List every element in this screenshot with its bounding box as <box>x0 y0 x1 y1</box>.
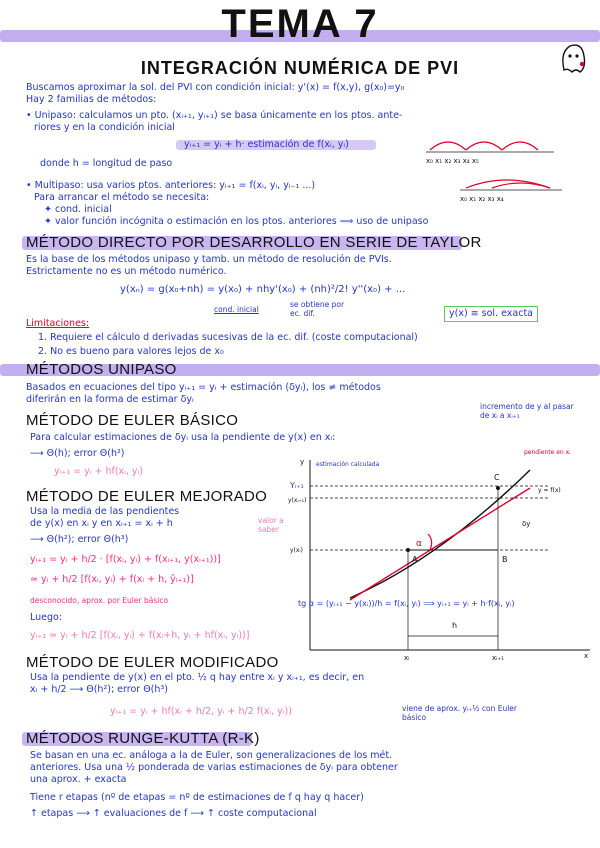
euler-improved-formula-3: yᵢ₊₁ ≃ yᵢ + h/2 [f(xᵢ, yᵢ) + f(xᵢ+h, yᵢ + hf(xᵢ, yᵢ))] <box>30 630 250 641</box>
intro-line-1: Buscamos aproximar la sol. del PVI con condición inicial: y'(x) = f(x,y), g(x₀)=y₀ <box>26 82 405 93</box>
euler-graph <box>290 440 595 665</box>
taylor-exact-box: y(x) ≡ sol. exacta <box>444 306 538 322</box>
graph-x-label: x <box>584 652 589 660</box>
graph-tangent <box>350 488 530 600</box>
unipaso-desc-1: Basados en ecuaciones del tipo yᵢ₊₁ = yᵢ + estimación (δyᵢ), los ≠ métodos <box>26 382 381 393</box>
graph-xi1: xᵢ₊₁ <box>492 654 504 662</box>
graph-tg-formula: tg α = (yᵢ₊₁ − y(xᵢ))/h = f(xᵢ, yᵢ) ⟹ yᵢ₊₁ = yᵢ + h·f(xᵢ, yᵢ) <box>298 599 515 608</box>
unipaso-line-1: • Unipaso: calculamos un pto. (xᵢ₊₁, yᵢ₊₁) se basa únicamente en los ptos. ante- <box>26 110 403 121</box>
rk-line-2: anteriores. Usa una ½ ponderada de varias estimaciones de δyᵢ para obtener <box>30 762 398 773</box>
limitation-2: 2. No es bueno para valores lejos de x₀ <box>38 346 224 357</box>
euler-improved-line-2: de y(x) en xᵢ y en xᵢ₊₁ = xᵢ + h <box>30 518 173 529</box>
unipaso-formula: yᵢ₊₁ = yᵢ + h· estimación de f(xᵢ, yᵢ) <box>184 139 349 150</box>
taylor-line-2: Estrictamente no es un método numérico. <box>26 266 227 277</box>
graph-y-label: y <box>300 458 305 466</box>
euler-improved-formula-2: ≃ yᵢ + h/2 [f(xᵢ, yᵢ) + f(xᵢ + h, ŷᵢ₊₁)] <box>30 574 194 585</box>
graph-C: C <box>494 473 500 482</box>
multipaso-line-2: Para arrancar el método se necesita: <box>34 192 210 203</box>
svg-text:x₀ x₁ x₂ x₃ x₄: x₀ x₁ x₂ x₃ x₄ <box>460 195 504 203</box>
unipaso-h-def: donde h = longitud de paso <box>40 158 173 169</box>
euler-improved-luego: Luego: <box>30 612 63 623</box>
graph-alpha: α <box>416 539 422 549</box>
graph-yfx: y = f(x) <box>538 487 561 494</box>
rk-line-4: Tiene r etapas (nº de etapas = nº de estimaciones de f q hay q hacer) <box>30 792 364 803</box>
euler-modified-formula: yᵢ₊₁ = yᵢ + hf(xᵢ + h/2, yᵢ + h/2 f(xᵢ, yᵢ)) <box>110 706 292 717</box>
euler-modified-note: viene de aprox. yᵢ₊½ con Euler básico <box>402 704 518 722</box>
graph-yxi: y(xᵢ) <box>290 547 303 554</box>
euler-improved-line-1: Usa la media de las pendientes <box>30 506 180 517</box>
euler-improved-note: desconocido, aprox. por Euler básico <box>30 596 169 605</box>
taylor-formula: y(xₙ) = g(x₀+nh) = y(x₀) + nhy'(x₀) + (nh)²/2! y''(x₀) + ... <box>120 284 406 295</box>
rk-line-1: Se basan en una ec. análoga a la de Euler, son generalizaciones de los mét. <box>30 750 393 761</box>
page-title: TEMA 7 <box>221 2 379 46</box>
taylor-line-1: Es la base de los métodos unipaso y tamb. un método de resolución de PVIs. <box>26 254 392 265</box>
unipaso-arc-diagram <box>420 132 560 166</box>
graph-dy: δy <box>522 520 531 528</box>
taylor-note-obtain: se obtiene por ec. dif. <box>290 300 345 318</box>
rk-line-3: una aprox. + exacta <box>30 774 127 785</box>
graph-slope: pendiente en xᵢ <box>524 449 571 456</box>
euler-basic-formula: yᵢ₊₁ = yᵢ + hf(xᵢ, yᵢ) <box>54 466 143 477</box>
ghost-doodle-icon <box>558 40 588 76</box>
graph-Yi1: Yᵢ₊₁ <box>290 481 304 490</box>
euler-improved-formula-1: yᵢ₊₁ = yᵢ + h/2 · [f(xᵢ, yᵢ) + f(xᵢ₊₁, y(xᵢ₊₁))] <box>30 554 221 565</box>
taylor-heading: MÉTODO DIRECTO POR DESARROLLO EN SERIE DE TAYLOR <box>26 234 482 251</box>
rk-heading: MÉTODOS RUNGE-KUTTA (R-K) <box>26 730 260 747</box>
intro-line-2: Hay 2 familias de métodos: <box>26 94 157 105</box>
unipaso-increment-note: incremento de y al pasar de xᵢ a xᵢ₊₁ <box>480 402 574 420</box>
graph-yxi1: y(xᵢ₊₁) <box>288 497 307 504</box>
svg-text:x₀ x₁ x₂ x₃ x₄ x₅: x₀ x₁ x₂ x₃ x₄ x₅ <box>426 157 479 165</box>
euler-basic-heading: MÉTODO DE EULER BÁSICO <box>26 412 239 429</box>
rk-line-5: ↑ etapas ⟶ ↑ evaluaciones de f ⟶ ↑ coste computacional <box>30 808 317 819</box>
multipaso-arc-diagram <box>456 176 566 206</box>
limitation-1: 1. Requiere el cálculo d derivadas sucesivas de la ec. dif. (coste computacional) <box>38 332 418 343</box>
graph-estimacion: estimación calculada <box>316 461 380 468</box>
multipaso-bullet-2: ✦ valor función incógnita o estimación en los ptos. anteriores ⟹ uso de unipaso <box>44 216 429 227</box>
unipaso-heading: MÉTODOS UNIPASO <box>26 361 177 378</box>
euler-basic-line-1: Para calcular estimaciones de δyᵢ usa la pendiente de y(x) en xᵢ: <box>30 432 336 443</box>
graph-h: h <box>452 621 458 630</box>
euler-modified-line-2: xᵢ + h/2 ⟶ Θ(h²); error Θ(h³) <box>30 684 168 695</box>
euler-improved-order: ⟶ Θ(h²); error Θ(h³) <box>30 534 129 545</box>
unipaso-desc-2: diferirán en la forma de estimar δyᵢ <box>26 394 194 405</box>
euler-modified-heading: MÉTODO DE EULER MODIFICADO <box>26 654 279 671</box>
multipaso-bullet-1: ✦ cond. inicial <box>44 204 112 215</box>
multipaso-line-1: • Multipaso: usa varios ptos. anteriores: yᵢ₊₁ = f(xᵢ, yᵢ, yᵢ₋₁ ...) <box>26 180 316 191</box>
taylor-note-cond: cond. inicial <box>214 305 259 314</box>
graph-xi: xᵢ <box>404 654 410 662</box>
euler-basic-order: ⟶ Θ(h); error Θ(h²) <box>30 448 125 459</box>
page-subtitle: INTEGRACIÓN NUMÉRICA DE PVI <box>140 58 460 78</box>
graph-A: A <box>412 555 418 564</box>
graph-B: B <box>502 555 508 564</box>
unipaso-line-2: riores y en la condición inicial <box>34 122 175 133</box>
limitations-label: Limitaciones: <box>26 318 90 329</box>
euler-improved-side-note: valor a saber <box>258 516 284 534</box>
euler-modified-line-1: Usa la pendiente de y(x) en el pto. ½ q hay entre xᵢ y xᵢ₊₁, es decir, en <box>30 672 365 683</box>
euler-improved-heading: MÉTODO DE EULER MEJORADO <box>26 488 268 505</box>
graph-curve <box>350 470 530 598</box>
